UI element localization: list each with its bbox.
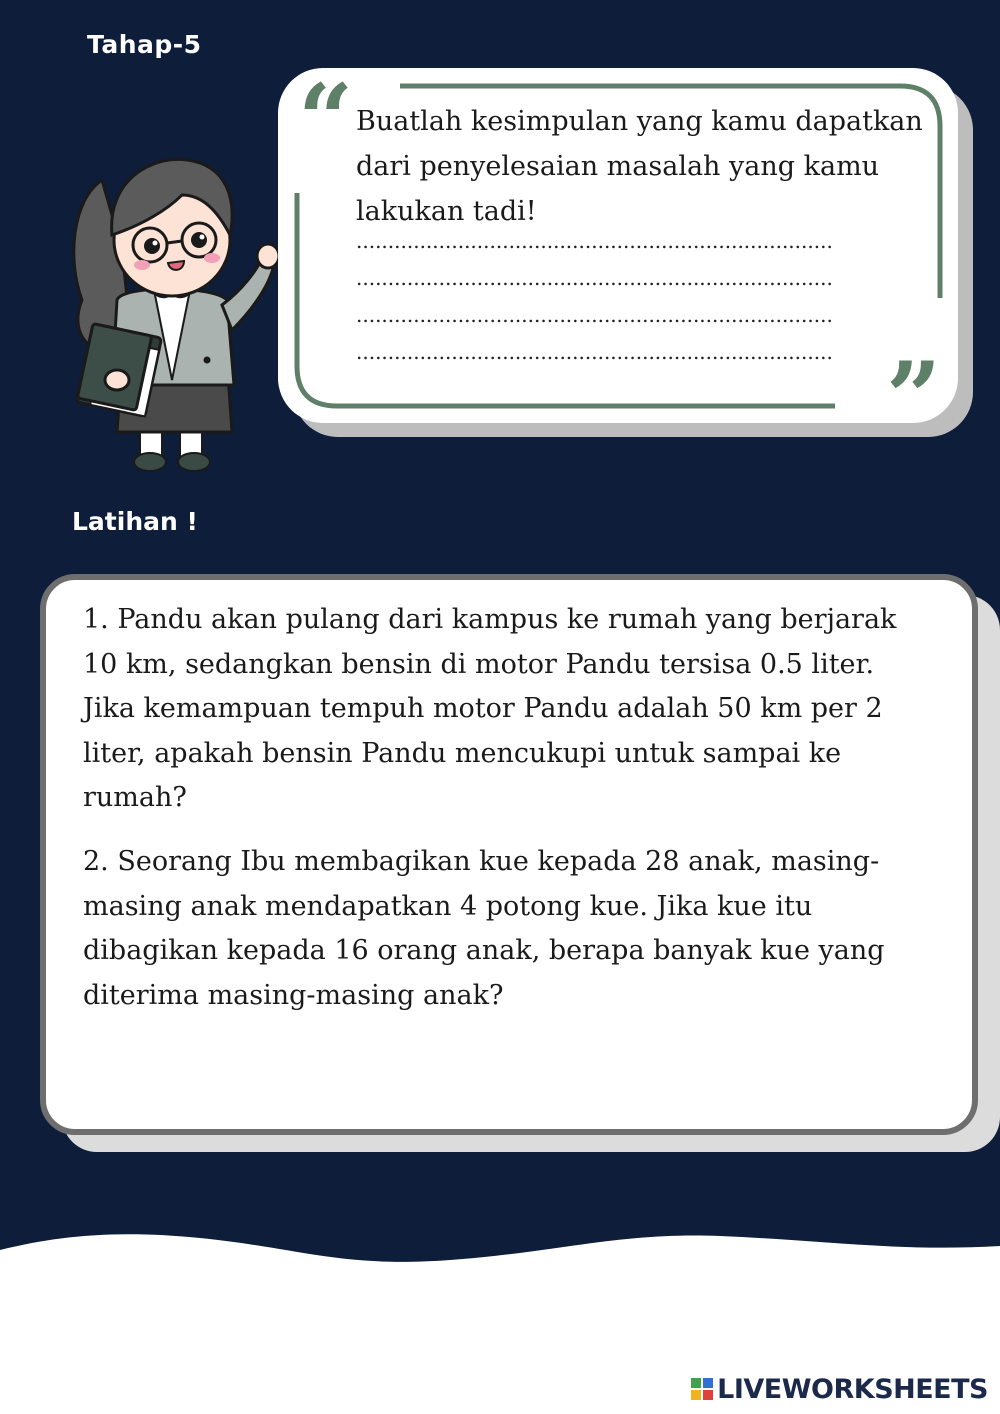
question-1: 1. Pandu akan pulang dari kampus ke rumah yang berjarak 10 km, sedangkan bensin di motor Pandu tersisa 0.5 liter. Jika kemampuan tempuh motor Pandu adalah 50 km per 2 liter, apakah bensin Pandu mencukupi untuk sampai ke rumah? xyxy=(83,604,897,813)
reflection-prompt: Buatlah kesimpulan yang kamu dapatkan dari penyelesaian masalah yang kamu lakukan tadi! xyxy=(356,106,923,227)
answer-line[interactable]: ........................................................................... xyxy=(356,229,833,253)
answer-line[interactable]: ........................................................................... xyxy=(356,303,833,327)
answer-lines xyxy=(356,226,878,374)
exercise-title: Latihan ! xyxy=(72,507,198,536)
stage-title: Tahap-5 xyxy=(87,30,202,59)
teacher-illustration xyxy=(62,140,282,480)
quote-open-mark: “ xyxy=(298,63,354,176)
question-2: 2. Seorang Ibu membagikan kue kepada 28 anak, masing-masing anak mendapatkan 4 potong kue. Jika kue itu dibagikan kepada 16 orang anak, berapa banyak kue yang diterima masing-masing anak? xyxy=(83,846,885,1011)
brand-footer xyxy=(691,1372,988,1406)
liveworksheets-logo-icon xyxy=(691,1378,713,1400)
brand-name: LIVEWORKSHEETS xyxy=(717,1373,988,1405)
answer-line[interactable]: ........................................................................... xyxy=(356,266,833,290)
answer-line[interactable]: ........................................................................... xyxy=(356,340,833,364)
quote-close-mark: ” xyxy=(886,341,942,454)
